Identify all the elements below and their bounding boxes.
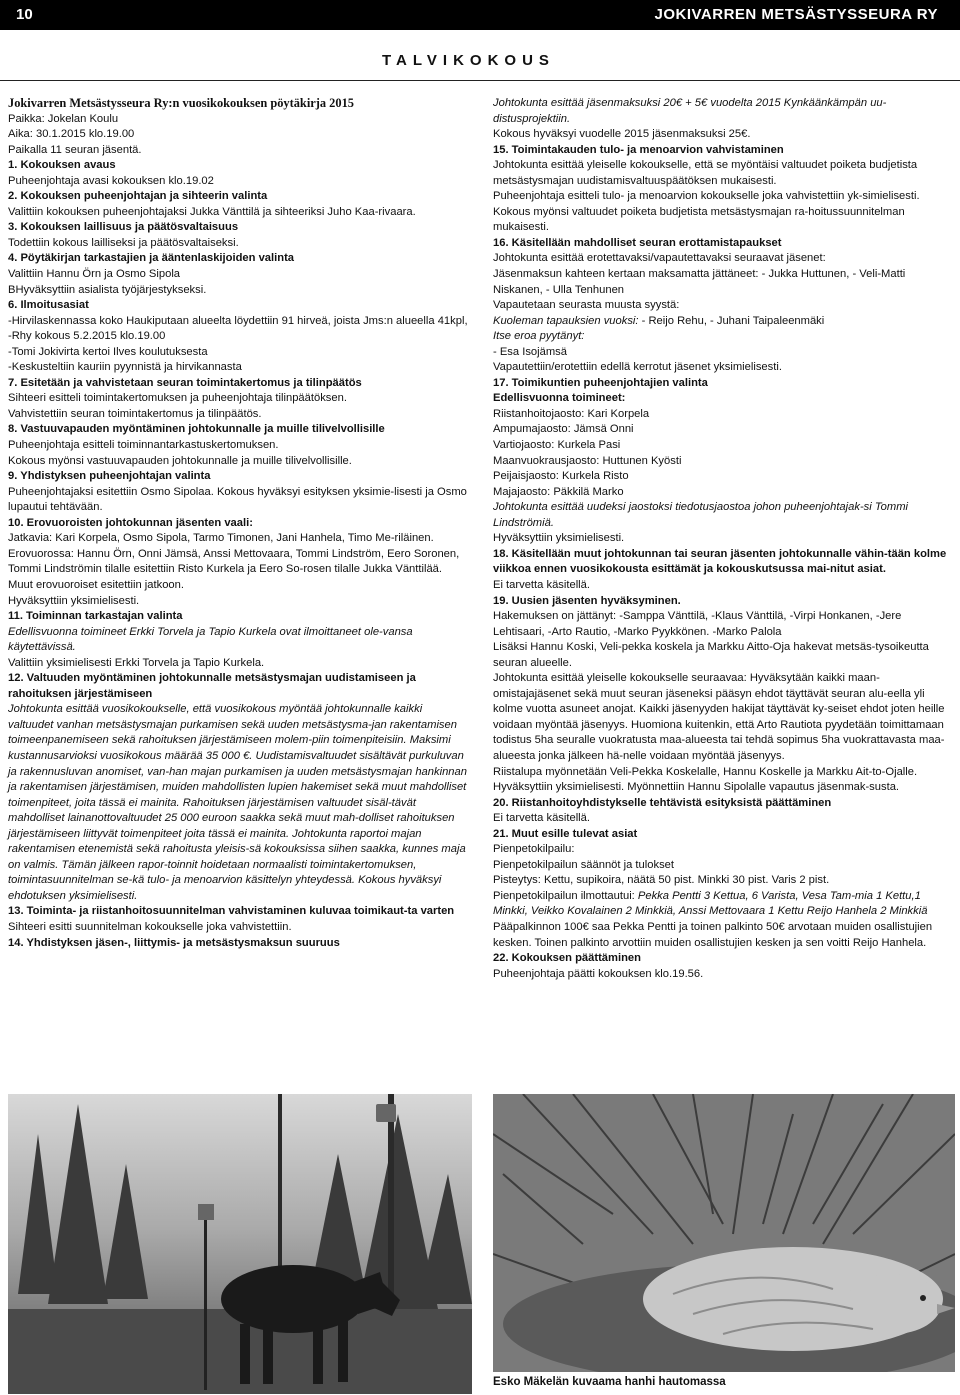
paragraph: Puheenjohtaja esitteli tulo- ja menoarvion kokoukselle joka vahvistettiin yk-simielisesti. Kokous myönsi valtuudet poiketa budjetista metsästysmajan ra-hoitussuunnitelman mukaisesti.: [493, 190, 920, 234]
goose-photo-drawing: [493, 1094, 955, 1372]
paragraph: Valittiin Hannu Örn ja Osmo Sipola: [8, 268, 181, 281]
section-heading: 12. Valtuuden myöntäminen johtokunnalle metsästysmajan uudistamiseen ja rahoituksen järjestämiseen: [8, 672, 416, 700]
paragraph: Hyväksyttiin yksimielisesti.: [493, 532, 625, 545]
goose-photo: [493, 1094, 955, 1372]
section-heading: 16. Käsitellään mahdolliset seuran erottamistapaukset: [493, 236, 782, 249]
section-heading: 21. Muut esille tulevat asiat: [493, 827, 638, 840]
paragraph: Sihteeri esitteli toimintakertomuksen ja puheenjohtaja tilinpäätöksen.: [8, 392, 347, 405]
paragraph: Edellisvuonna toimineet Erkki Torvela ja Tapio Kurkela ovat ilmoittaneet ole-vansa käytettävissä.: [8, 625, 413, 654]
paragraph: Paikka: Jokelan Koulu: [8, 112, 119, 125]
paragraph: - Esa Isojämsä: [493, 345, 567, 358]
paragraph: Aika: 30.1.2015 klo.19.00: [8, 128, 135, 141]
paragraph: -Keskusteltiin kauriin pyynnistä ja hirvikannasta: [8, 361, 242, 374]
section-heading: 17. Toimikuntien puheenjohtajien valinta: [493, 376, 708, 389]
paragraph: Kokous myönsi vastuuvapauden johtokunnalle ja muille tilivelvollisille.: [8, 454, 352, 467]
section-heading: 13. Toiminta- ja riistanhoitosuunnitelman vahvistaminen kuluvaa toimikaut-ta varten: [8, 905, 455, 918]
moose-photo: [8, 1094, 472, 1394]
section-heading: 20. Riistanhoitoyhdistykselle tehtävistä esityksistä päättäminen: [493, 796, 832, 809]
paragraph: Muut erovuoroiset esitettiin jatkoon.: [8, 578, 184, 591]
paragraph: Johtokunta esittää yleiselle kokoukselle seuraavaa: Hyväksytään kaikki maan-omistajajäsenet sekä muut seuran jäseneksi pääsyn ehdot täyttävät seuran alu-eella yli kolme vuotta asuneet anojat. Kaikki jäsenyyden hakijat täyttävät ky-seiset ehdot joten heille voidaan myöntää jäsenyys. Huomiona kuitenkin, että Arto Rautiota pyydetään toimittamaan todistus 5ha seuralle vuokratusta maa-alueesta tai tehdä sopimus 5ha vuokrattavasta maa-alueesta jonka jälkeen hä-nelle voidaan myöntää jäsenyys.: [493, 672, 945, 762]
paragraph: Peijaisjaosto: Kurkela Risto: [493, 470, 629, 483]
paragraph: BHyväksyttiin asialista työjärjestykseksi.: [8, 283, 207, 296]
section-heading: 1. Kokouksen avaus: [8, 159, 116, 172]
section-heading: 15. Toimintakauden tulo- ja menoarvion vahvistaminen: [493, 143, 784, 156]
paragraph: Valittiin yksimielisesti Erkki Torvela ja Tapio Kurkela.: [8, 656, 265, 669]
paragraph: Pisteytys: Kettu, supikoira, näätä 50 pist. Minkki 30 pist. Varis 2 pist.: [493, 874, 830, 887]
paragraph: Riistalupa myönnetään Veli-Pekka Koskelalle, Hannu Koskelle ja Markku Ait-to-Ojalle.: [493, 765, 918, 778]
paragraph: -Hirvilaskennassa koko Haukiputaan alueelta löydettiin 91 hirveä, joista Jms:n alueella 41kpl,: [8, 314, 468, 327]
paragraph: Hakemuksen on jättänyt: -Samppa Vänttilä, -Klaus Vänttilä, -Virpi Honkanen, -Jere Lehtisaari, -Arto Rautio, -Marko Pyykkönen. -Marko Palola: [493, 610, 902, 638]
paragraph: Johtokunta esittää erotettavaksi/vapautettavaksi seuraavat jäsenet:: [493, 252, 826, 265]
paragraph: Itse eroa pyytänyt:: [493, 330, 585, 343]
right-text-column: [493, 96, 955, 982]
paragraph: Puheenjohtaja esitteli toiminnantarkastuskertomuksen.: [8, 439, 279, 452]
section-heading: Jokivarren Metsästysseura Ry:n vuosikokouksen pöytäkirja 2015: [8, 96, 354, 110]
paragraph: Johtokunta esittää yleiselle kokoukselle, että se myöntäisi valtuudet poiketa budjetista metsästysmajan uudistamisvaltuuspäätöksen mukaisesti.: [493, 159, 918, 187]
paragraph: Puheenjohtaja päätti kokouksen klo.19.56.: [493, 967, 704, 980]
section-heading: 4. Pöytäkirjan tarkastajien ja ääntenlaskijoiden valinta: [8, 252, 295, 265]
section-heading: 18. Käsitellään muut johtokunnan tai seuran jäsenten johtokunnalle vähin-tään kolme viikkoa ennen vuosikokousta esittämät ja kokouskutsussa mai-nitut asiat.: [493, 547, 947, 576]
paragraph: Kokous hyväksyi vuodelle 2015 jäsenmaksuksi 25€.: [493, 128, 751, 141]
section-title: TALVIKOKOUS: [382, 52, 555, 69]
paragraph: Pääpalkinnon 100€ saa Pekka Pentti ja toinen palkinto 50€ arvotaan muiden osallistujien kesken. Toinen palkinto arvottiin muiden osallistujien kesken ja sen voitti Reijo Hanhela.: [493, 920, 933, 949]
publication-name: JOKIVARREN METSÄSTYSSEURA RY: [654, 6, 938, 23]
paragraph: Majajaosto: Päkkilä Marko: [493, 485, 624, 498]
paragraph: Lisäksi Hannu Koski, Veli-pekka koskela ja Markku Aitto-Oja hakevat metsäs-tysoikeutta seuran alueelle.: [493, 641, 929, 669]
section-heading: Edellisvuonna toimineet:: [493, 392, 626, 405]
section-heading: 3. Kokouksen laillisuus ja päätösvaltaisuus: [8, 221, 239, 234]
paragraph: Sihteeri esitti suunnitelman kokoukselle joka vahvistettiin.: [8, 920, 292, 933]
paragraph: Maanvuokrausjaosto: Huttunen Kyösti: [493, 454, 682, 467]
paragraph: [493, 889, 955, 920]
paragraph: Ei tarvetta käsitellä.: [493, 812, 591, 825]
page-header-bar: [0, 0, 960, 30]
paragraph: Ampumajaosto: Jämsä Onni: [493, 423, 634, 436]
paragraph: Erovuorossa: Hannu Örn, Onni Jämsä, Anssi Mettovaara, Tommi Lindström, Eero Soronen, Tommi Lindströmin tilalle esitettiin Risto Kurkela ja Eero So-rosen tilalle Jukka Vänttilää.: [8, 547, 460, 576]
section-heading: 6. Ilmoitusasiat: [8, 299, 89, 312]
paragraph: Hyväksyttiin yksimielisesti.: [8, 594, 140, 607]
section-divider: [0, 80, 960, 81]
paragraph: [493, 314, 955, 330]
left-text-column: [8, 96, 470, 951]
section-heading: 8. Vastuuvapauden myöntäminen johtokunnalle ja muille tilivelvollisille: [8, 423, 385, 436]
paragraph: -Rhy kokous 5.2.2015 klo.19.00: [8, 330, 166, 343]
paragraph: Puheenjohtaja avasi kokouksen klo.19.02: [8, 174, 214, 187]
paragraph: Pienpetokilpailun säännöt ja tulokset: [493, 858, 674, 871]
section-heading: 19. Uusien jäsenten hyväksyminen.: [493, 594, 681, 607]
paragraph-part: - Reijo Rehu, - Juhani Taipaleenmäki: [638, 314, 825, 327]
section-heading: 22. Kokouksen päättäminen: [493, 952, 641, 965]
moose-photo-drawing: [8, 1094, 472, 1394]
paragraph-part: Pekka Pentti 3 Kettua, 6 Varista, Vesa Tam-mia 1 Kettu,1 Minkki, Veikko Kovalainen 2 Minkkiä, Anssi Mettovaara 1 Kettu Reijo Hanhela 2 Minkkiä: [493, 889, 928, 918]
paragraph: Hyväksyttiin yksimielisesti. Myönnettiin Hannu Sipolalle vapautus jäsenmak-susta.: [493, 781, 900, 794]
section-title-block: [0, 50, 960, 72]
paragraph: Pienpetokilpailu:: [493, 843, 575, 856]
section-heading: 9. Yhdistyksen puheenjohtajan valinta: [8, 470, 211, 483]
paragraph-part: Pienpetokilpailun ilmottautui:: [493, 889, 638, 902]
paragraph: -Tomi Jokivirta kertoi Ilves koulutuksesta: [8, 345, 208, 358]
section-heading: 11. Toiminnan tarkastajan valinta: [8, 610, 183, 623]
paragraph: Todettiin kokous lailliseksi ja päätösvaltaiseksi.: [8, 236, 239, 249]
page-number: 10: [16, 6, 33, 23]
paragraph: Vahvistettiin seuran toimintakertomus ja tilinpäätös.: [8, 407, 262, 420]
paragraph: Jäsenmaksun kahteen kertaan maksamatta jättäneet: - Jukka Huttunen, - Veli-Matti Niskanen, - Ulla Tenhunen: [493, 268, 906, 296]
paragraph: Valittiin kokouksen puheenjohtajaksi Jukka Vänttilä ja sihteeriksi Juho Kaa-rivaara.: [8, 205, 416, 218]
paragraph: Johtokunta esittää vuosikokoukselle, että vuosikokous myöntää johtokunnalle kaikki valtuudet vanhan metsästysmajan purkamisen sekä uuden metsästysma-jan rakentamisen toimeenpanemiseen sekä rahoituksen järjestämiseen molem-piin toimenpiteisiin. Maksimi kustannusarvioksi vuosikokous määrää 35 000 €. Uudistamisvaltuudet sisältävät purkuluvan ja rakennusluvan anomiset, van-han majan purkamisen ja uuden metsästysmajan hankinnan ja rakentamisen järjestämisen, muiden mahdollisten lupien hakemiset sekä muut mahdolliset toimenpiteet, joita tässä ei mainita. Rahoituksen järjestämisen valtuudet sisäl-tävät mahdolliset lainanottovaltuudet 25 000 euroon saakka sekä muut mah-dolliset rahoituksen järjestämiseen liittyvät toimenpiteet joita tässä ei mainita. Johtokunta raportoi majan rakentamisen etenemistä sekä rahoitusta yleisis-sä kokouksissa siihen saakka, kunnes maja on valmis. Tämän jälkeen rapor-toinnit hoidetaan normaalisti toimintakertomuksen, toimintasuunnitelman se-kä tulo- ja menoarvion käsittelyn yhteydessä. Kokous hyväksyi ehdotuksen yksimielisesti.: [8, 703, 467, 902]
paragraph: Vartiojaosto: Kurkela Pasi: [493, 439, 621, 452]
section-heading: 2. Kokouksen puheenjohtajan ja sihteerin valinta: [8, 190, 268, 203]
paragraph: Jatkavia: Kari Korpela, Osmo Sipola, Tarmo Timonen, Jani Hanhela, Timo Me-riläinen.: [8, 532, 434, 545]
paragraph: Vapautettiin/erotettiin edellä kerrotut jäsenet yksimielisesti.: [493, 361, 782, 374]
paragraph: Johtokunta esittää uudeksi jaostoksi tiedotusjaostoa johon puheenjohtajak-si Tommi Lindströmiä.: [493, 501, 909, 529]
paragraph: Vapautetaan seurasta muusta syystä:: [493, 299, 680, 312]
paragraph: Ei tarvetta käsitellä.: [493, 578, 591, 591]
paragraph: Paikalla 11 seuran jäsentä.: [8, 143, 142, 156]
section-heading: 10. Erovuoroisten johtokunnan jäsenten vaali:: [8, 516, 253, 529]
paragraph: Puheenjohtajaksi esitettiin Osmo Sipolaa. Kokous hyväksyi esityksen yksimie-lisesti ja Osmo lupautui tehtävään.: [8, 485, 467, 514]
paragraph-part: Kuoleman tapauksien vuoksi:: [493, 314, 639, 327]
paragraph: Riistanhoitojaosto: Kari Korpela: [493, 407, 650, 420]
section-heading: 7. Esitetään ja vahvistetaan seuran toimintakertomus ja tilinpäätös: [8, 376, 362, 389]
photo-caption: Esko Mäkelän kuvaama hanhi hautomassa: [493, 1376, 726, 1388]
paragraph: Johtokunta esittää jäsenmaksuksi 20€ + 5€ vuodelta 2015 Kynkäänkämpän uu-distusprojektiin.: [493, 97, 887, 125]
section-heading: 14. Yhdistyksen jäsen-, liittymis- ja metsästysmaksun suuruus: [8, 936, 340, 949]
